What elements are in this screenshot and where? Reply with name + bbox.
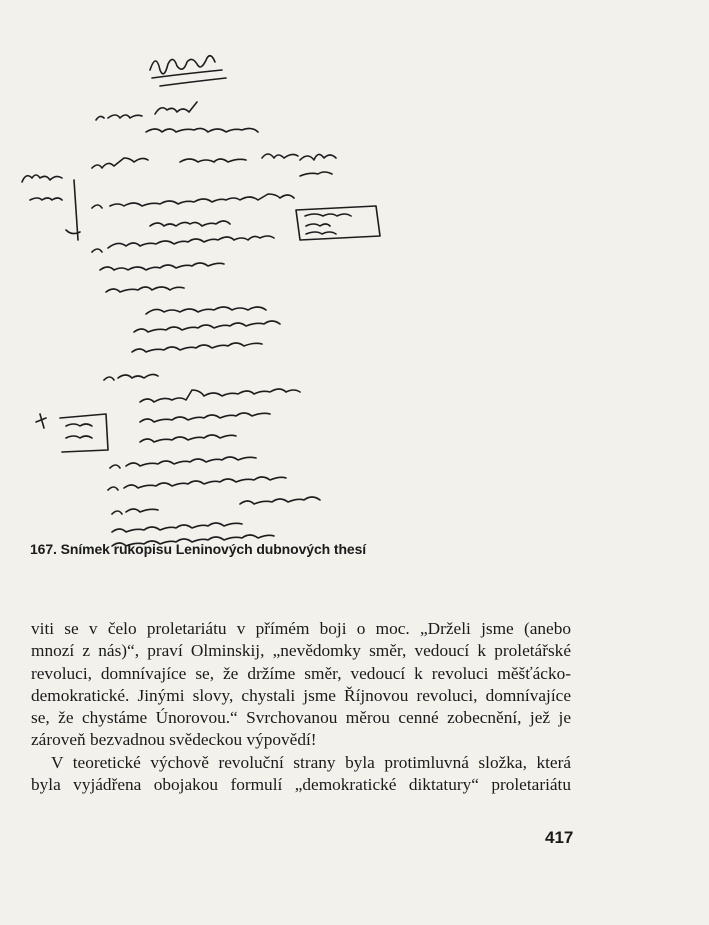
manuscript-line-7 — [108, 457, 320, 504]
manuscript-line-6 — [36, 374, 300, 452]
body-line: se, že chystáme Únorovou.“ Svrchovanou měrou cenné zobecnění, jež je — [31, 708, 571, 728]
figure-caption: 167. Snímek rukopisu Leninových dubnových thesí — [30, 541, 367, 557]
body-text — [31, 618, 571, 796]
body-line: zároveň bezvadnou svědeckou výpovědí! — [31, 730, 317, 750]
body-line: demokratické. Jinými slovy, chystali jsme Říjnovou revoluci, domnívajíce — [31, 685, 571, 705]
body-line: byla vyjádřena obojakou formulí „demokratické diktatury“ proletariátu — [31, 775, 571, 795]
manuscript-line-5 — [132, 307, 280, 352]
manuscript-line-2 — [92, 154, 336, 176]
body-line: revoluci, domnívajíce se, že držíme směr, vedoucí k revoluci měšťácko- — [31, 663, 571, 683]
body-line: viti se v čelo proletariátu v přímém boji o moc. „Drželi jsme (anebo — [31, 619, 571, 638]
manuscript-line-4 — [92, 236, 274, 292]
body-line: V teoretické výchově revoluční strany byla protimluvná složka, která — [51, 752, 571, 772]
manuscript-margin-note — [22, 175, 80, 240]
manuscript-image — [0, 30, 470, 550]
manuscript-line-1 — [96, 102, 258, 132]
body-line: mnozí z nás)“, praví Olminskij, „nevědomky směr, vedoucí k proletářské — [31, 641, 571, 661]
page-number: 417 — [545, 828, 574, 847]
manuscript-line-3 — [92, 194, 380, 240]
manuscript-title-scribble — [150, 56, 226, 86]
